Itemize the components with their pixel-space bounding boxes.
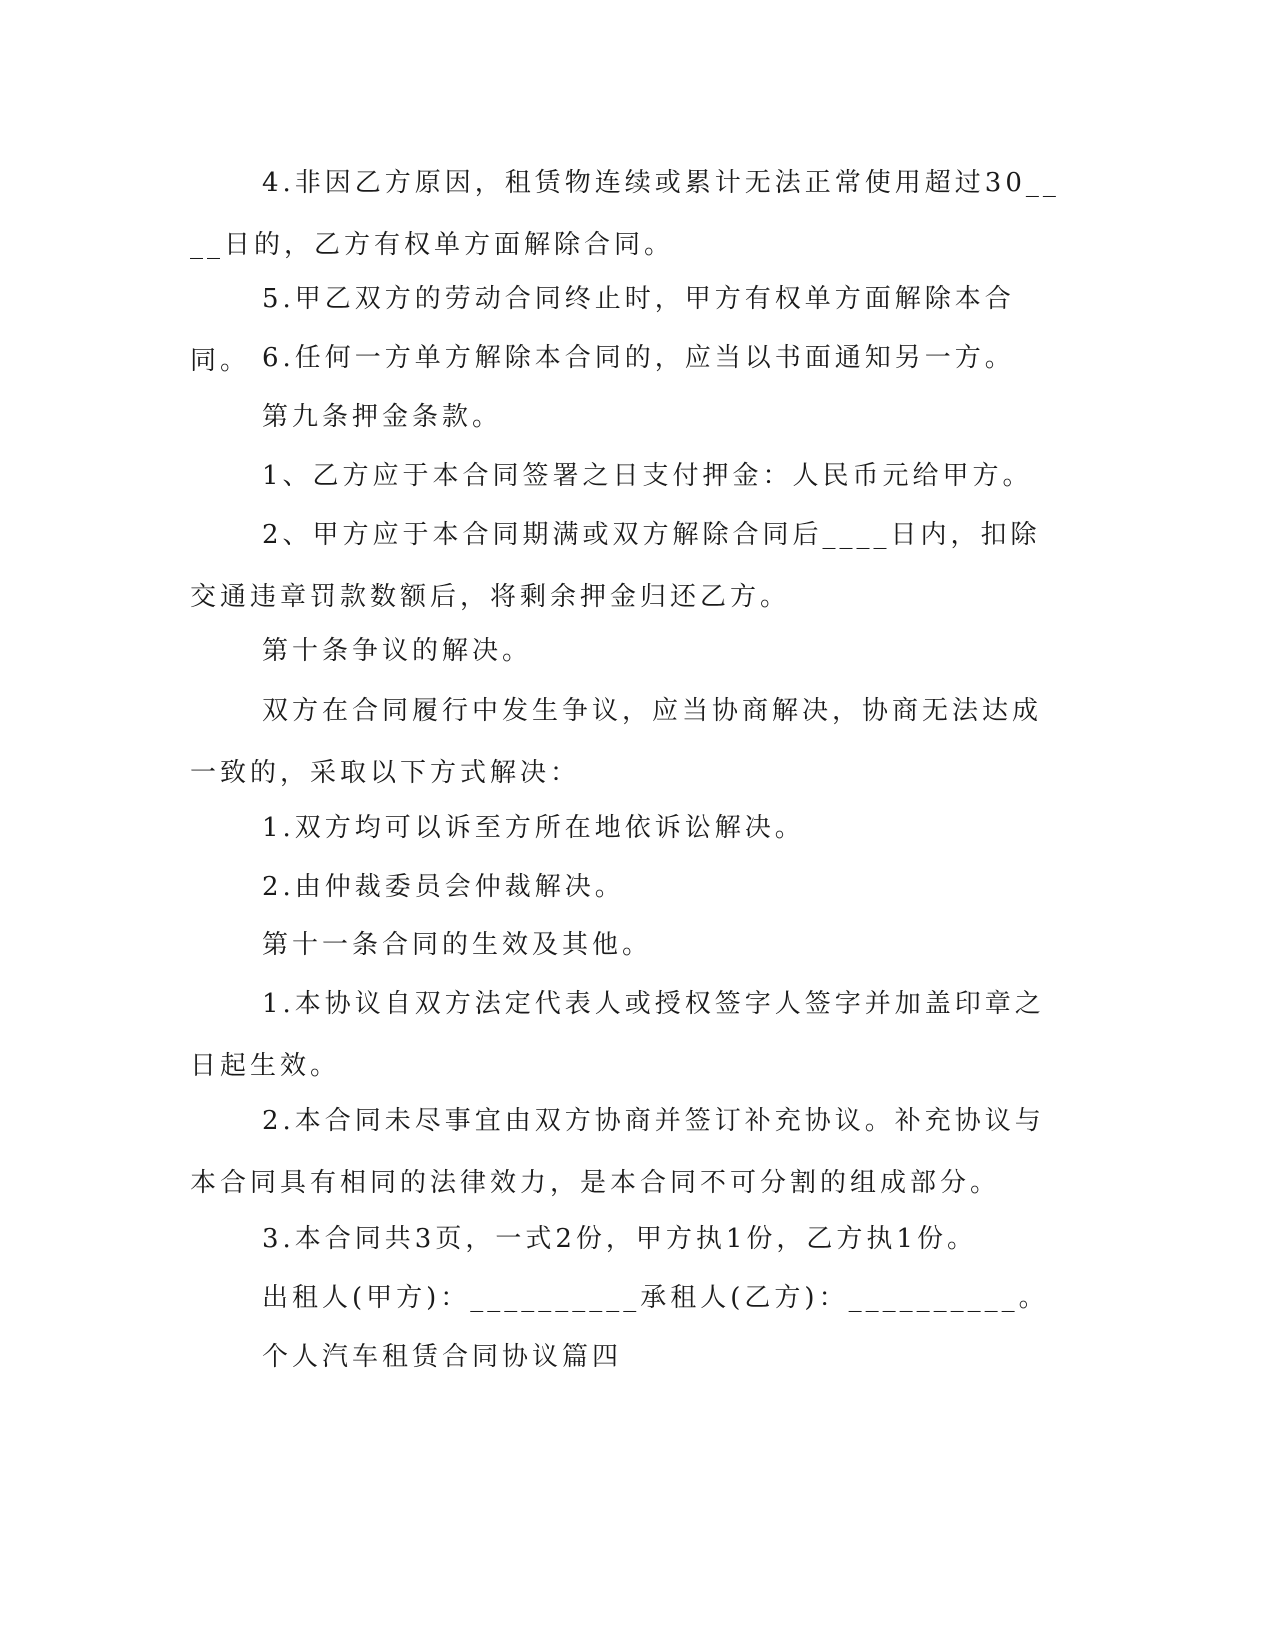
paragraph-effect-1: 1.本协议自双方法定代表人或授权签字人签字并加盖印章之日起生效。	[190, 989, 1045, 1081]
paragraph-clause-5: 5.甲乙双方的劳动合同终止时，甲方有权单方面解除本合同。	[190, 284, 1015, 376]
heading-article-10: 第十条争议的解决。	[262, 636, 533, 666]
paragraph-effect-2: 2.本合同未尽事宜由双方协商并签订补充协议。补充协议与本合同具有相同的法律效力，是本合同不可分割的组成部分。	[190, 1106, 1045, 1198]
paragraph-dispute-intro: 双方在合同履行中发生争议，应当协商解决，协商无法达成一致的，采取以下方式解决：	[190, 696, 1043, 788]
paragraph-dispute-1: 1.双方均可以诉至方所在地依诉讼解决。	[262, 813, 805, 843]
signature-line: 出租人(甲方)：__________承租人(乙方)：__________。	[262, 1283, 1049, 1313]
heading-article-11: 第十一条合同的生效及其他。	[262, 930, 653, 960]
section-title-part-four: 个人汽车租赁合同协议篇四	[262, 1342, 623, 1372]
paragraph-dispute-2: 2.由仲裁委员会仲裁解决。	[262, 872, 625, 902]
paragraph-deposit-1: 1、乙方应于本合同签署之日支付押金：人民币元给甲方。	[262, 461, 1033, 491]
paragraph-effect-3: 3.本合同共3页，一式2份，甲方执1份，乙方执1份。	[262, 1224, 977, 1254]
heading-article-9: 第九条押金条款。	[262, 402, 503, 432]
paragraph-clause-4: 4.非因乙方原因，租赁物连续或累计无法正常使用超过30____日的，乙方有权单方面解除合同。	[190, 168, 1060, 260]
paragraph-clause-6: 6.任何一方单方解除本合同的，应当以书面通知另一方。	[262, 343, 1015, 373]
paragraph-deposit-2: 2、甲方应于本合同期满或双方解除合同后____日内，扣除交通违章罚款数额后，将剩余押金归还乙方。	[190, 520, 1041, 612]
